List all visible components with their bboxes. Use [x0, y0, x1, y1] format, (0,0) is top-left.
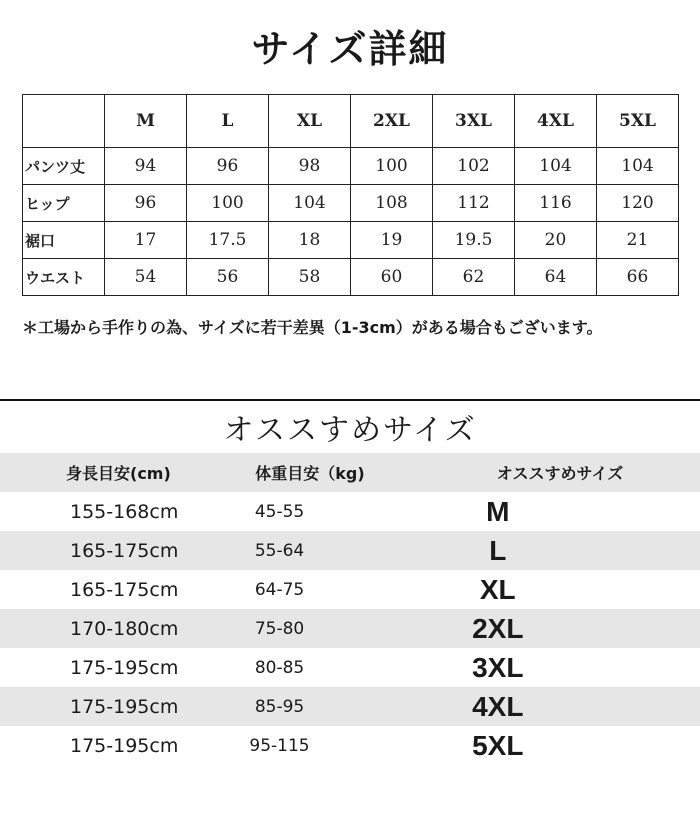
table-cell: 116: [515, 185, 597, 222]
size-cell: XL: [479, 573, 516, 605]
table-cell: 54: [105, 259, 187, 296]
size-column-header: 4XL: [515, 95, 597, 148]
recommended-size-table: [0, 453, 700, 765]
height-cell: 165-175cm: [70, 578, 179, 601]
size-column-header: 3XL: [433, 95, 515, 148]
table-row: [0, 531, 700, 570]
table-cell: 60: [351, 259, 433, 296]
size-cell: 3XL: [472, 651, 524, 683]
size-column-header: L: [187, 95, 269, 148]
section-divider: [0, 399, 700, 401]
row-label-hem: 裾口: [23, 222, 105, 259]
table-cell: 17.5: [187, 222, 269, 259]
table-cell: 17: [105, 222, 187, 259]
table-cell: 66: [597, 259, 679, 296]
size-cell: L: [489, 534, 507, 566]
table-row: [0, 609, 700, 648]
row-label-pants-length: パンツ丈: [23, 148, 105, 185]
table-row: [0, 687, 700, 726]
table-cell: 20: [515, 222, 597, 259]
size-cell: 5XL: [472, 729, 524, 761]
weight-cell: 95-115: [249, 735, 310, 756]
height-cell: 175-195cm: [70, 734, 179, 757]
table-cell: 120: [597, 185, 679, 222]
table-cell: 98: [269, 148, 351, 185]
table-cell: 104: [269, 185, 351, 222]
height-cell: 155-168cm: [70, 500, 179, 523]
table-cell: 64: [515, 259, 597, 296]
table-cell: 108: [351, 185, 433, 222]
table-row: [0, 648, 700, 687]
size-cell: 4XL: [472, 690, 524, 722]
size-column-header: 5XL: [597, 95, 679, 148]
weight-cell: 55-64: [254, 540, 305, 561]
size-cell: 2XL: [472, 612, 524, 644]
table-cell: 21: [597, 222, 679, 259]
recommended-header-row: [0, 453, 700, 492]
table-cell: 58: [269, 259, 351, 296]
table-row: [23, 148, 679, 185]
table-cell: 62: [433, 259, 515, 296]
size-variance-note: ＊工場から手作りの為、サイズに若干差異（1-3cm）がある場合もございます。: [22, 318, 603, 337]
size-cell: M: [486, 495, 510, 527]
table-cell: 104: [515, 148, 597, 185]
size-chart-header-row: [23, 95, 679, 148]
height-cell: 165-175cm: [70, 539, 179, 562]
table-cell: 100: [187, 185, 269, 222]
height-cell: 175-195cm: [70, 656, 179, 679]
height-column-header: 身長目安(cm): [66, 464, 171, 483]
size-column-header: XL: [269, 95, 351, 148]
weight-cell: 85-95: [254, 696, 305, 717]
size-column-header: 2XL: [351, 95, 433, 148]
weight-cell: 64-75: [254, 579, 305, 600]
table-row: [23, 185, 679, 222]
table-row: [23, 222, 679, 259]
row-label-hip: ヒップ: [23, 185, 105, 222]
size-chart-table: [22, 94, 679, 296]
recommended-size-title: オススすめサイズ: [223, 413, 477, 448]
table-cell: 19.5: [433, 222, 515, 259]
table-row: [0, 570, 700, 609]
table-cell: 94: [105, 148, 187, 185]
corner-cell: [23, 95, 105, 148]
table-cell: 56: [187, 259, 269, 296]
table-cell: 96: [187, 148, 269, 185]
table-cell: 100: [351, 148, 433, 185]
height-cell: 175-195cm: [70, 695, 179, 718]
table-cell: 96: [105, 185, 187, 222]
weight-cell: 75-80: [254, 618, 305, 639]
row-label-waist: ウエスト: [23, 259, 105, 296]
table-row: [0, 726, 700, 765]
table-cell: 104: [597, 148, 679, 185]
height-cell: 170-180cm: [70, 617, 179, 640]
weight-cell: 45-55: [254, 501, 305, 522]
weight-column-header: 体重目安（kg): [255, 464, 365, 483]
table-row: [0, 492, 700, 531]
size-detail-title: サイズ詳細: [251, 27, 449, 71]
table-cell: 102: [433, 148, 515, 185]
table-row: [23, 259, 679, 296]
size-column-header: M: [105, 95, 187, 148]
size-column-header: オススすめサイズ: [496, 464, 624, 483]
weight-cell: 80-85: [254, 657, 305, 678]
table-cell: 19: [351, 222, 433, 259]
table-cell: 112: [433, 185, 515, 222]
table-cell: 18: [269, 222, 351, 259]
